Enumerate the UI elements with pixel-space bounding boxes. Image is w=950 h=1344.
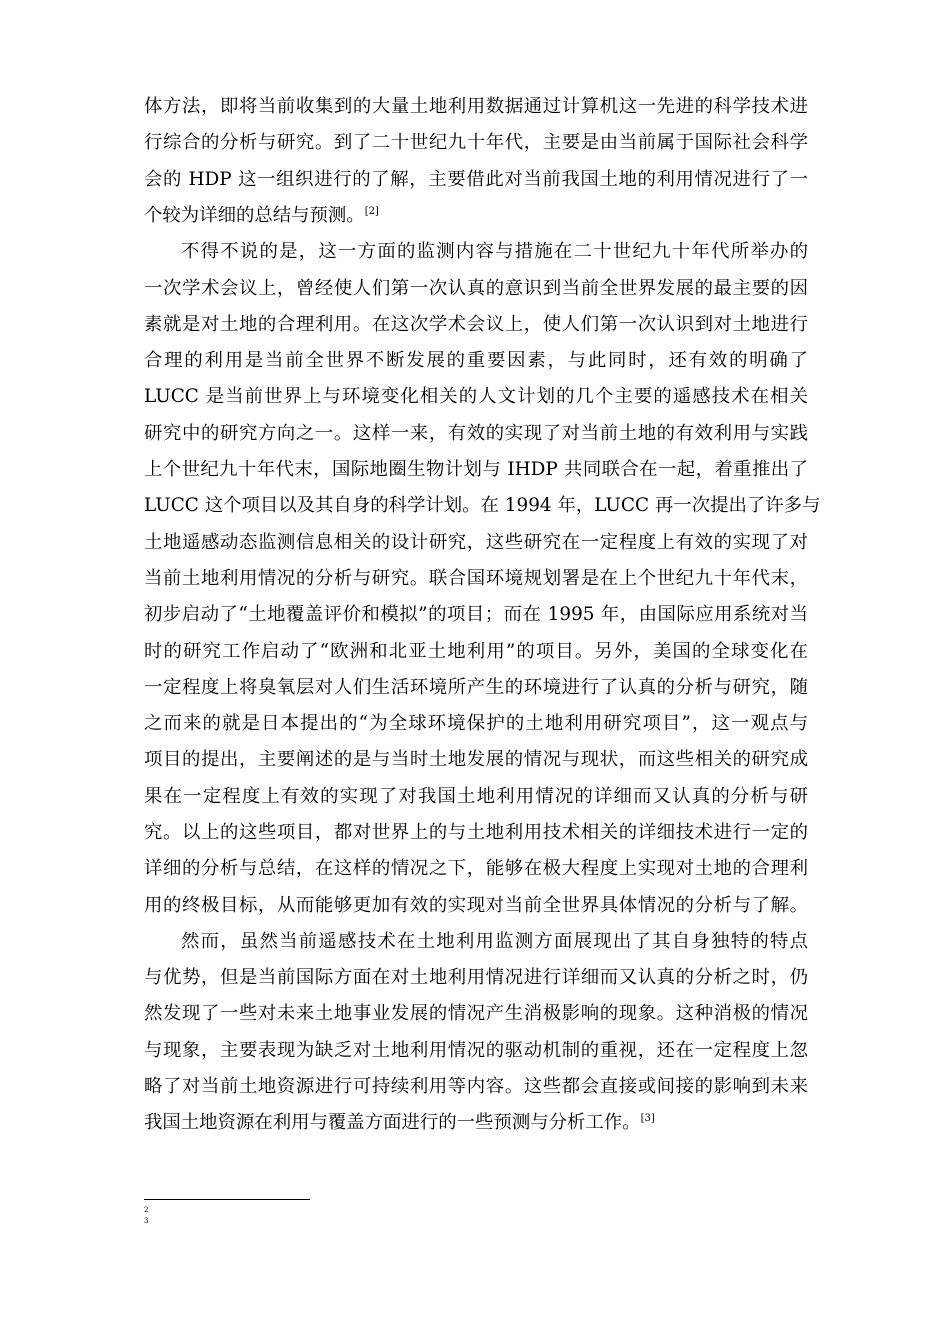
paragraph-3-line-6-text: 我国土地资源在利用与覆盖方面进行的一些预测与分析工作。 bbox=[144, 1112, 641, 1133]
paragraph-2-line-8: LUCC 这个项目以及其自身的科学计划。在 1994 年，LUCC 再一次提出了许多与 bbox=[144, 495, 821, 516]
paragraph-2-line-12: 时的研究工作启动了“欧洲和北亚土地利用”的项目。另外，美国的全球变化在 bbox=[144, 641, 808, 662]
paragraph-2-line-7: 上个世纪九十年代末，国际地圈生物计划与 IHDP 共同联合在一起，着重推出了 bbox=[144, 459, 808, 480]
paragraph-2-line-14: 之而来的就是日本提出的“为全球环境保护的土地利用研究项目”，这一观点与 bbox=[144, 713, 808, 734]
paragraph-3-line-6 bbox=[144, 1105, 808, 1141]
paragraph-2-line-9: 土地遥感动态监测信息相关的设计研究，这些研究在一定程度上有效的实现了对 bbox=[144, 532, 808, 553]
paragraph-2-line-18: 详细的分析与总结，在这样的情况之下，能够在极大程度上实现对土地的合理利 bbox=[144, 858, 808, 879]
paragraph-2-line-4: 合理的利用是当前全世界不断发展的重要因素，与此同时，还有效的明确了 bbox=[144, 350, 808, 371]
paragraph-3-line-5: 略了对当前土地资源进行可持续利用等内容。这些都会直接或间接的影响到未来 bbox=[144, 1076, 808, 1097]
paragraph-1-line-2: 行综合的分析与研究。到了二十世纪九十年代，主要是由当前属于国际社会科学 bbox=[144, 132, 808, 153]
paragraph-1-line-4 bbox=[144, 198, 808, 234]
paragraph-2-line-19: 用的终极目标，从而能够更加有效的实现对当前全世界具体情况的分析与了解。 bbox=[144, 895, 808, 916]
paragraph-2-line-6: 研究中的研究方向之一。这样一来，有效的实现了对当前土地的有效利用与实践 bbox=[144, 423, 808, 444]
paragraph-1-line-1: 体方法，即将当前收集到的大量土地利用数据通过计算机这一先进的科学技术进 bbox=[144, 96, 808, 117]
paragraph-1-line-4-text: 个较为详细的总结与预测。 bbox=[144, 205, 365, 226]
paragraph-2-line-5: LUCC 是当前世界上与环境变化相关的人文计划的几个主要的遥感技术在相关 bbox=[144, 386, 808, 407]
paragraph-2-line-17: 究。以上的这些项目，都对世界上的与土地利用技术相关的详细技术进行一定的 bbox=[144, 822, 808, 843]
paragraph-2-line-15: 项目的提出，主要阐述的是与当时土地发展的情况与现状，而这些相关的研究成 bbox=[144, 749, 808, 770]
paragraph-2-line-2: 一次学术会议上，曾经使人们第一次认真的意识到当前全世界发展的最主要的因 bbox=[144, 278, 808, 299]
paragraph-3-line-4: 与现象，主要表现为缺乏对土地利用情况的驱动机制的重视，还在一定程度上忽 bbox=[144, 1040, 808, 1061]
footnote-2: 2 bbox=[144, 1206, 149, 1214]
citation-3: [3] bbox=[640, 1112, 655, 1124]
paragraph-1-line-3: 会的 HDP 这一组织进行的了解，主要借此对当前我国土地的利用情况进行了一 bbox=[144, 169, 808, 190]
paragraph-2-line-13: 一定程度上将臭氧层对人们生活环境所产生的环境进行了认真的分析与研究，随 bbox=[144, 677, 808, 698]
paragraph-2-line-3: 素就是对土地的合理利用。在这次学术会议上，使人们第一次认识到对土地进行 bbox=[144, 314, 808, 335]
citation-2: [2] bbox=[364, 205, 379, 217]
paragraph-2-line-11: 初步启动了“土地覆盖评价和模拟”的项目；而在 1995 年，由国际应用系统对当 bbox=[144, 604, 808, 625]
footnote-separator bbox=[144, 1199, 310, 1200]
paragraph-3-line-1: 然而，虽然当前遥感技术在土地利用监测方面展现出了其自身独特的特点 bbox=[181, 931, 808, 952]
paragraph-2-line-1: 不得不说的是，这一方面的监测内容与措施在二十世纪九十年代所举办的 bbox=[181, 241, 808, 262]
paragraph-2-line-16: 果在一定程度上有效的实现了对我国土地利用情况的详细而又认真的分析与研 bbox=[144, 786, 808, 807]
paragraph-2-line-10: 当前土地利用情况的分析与研究。联合国环境规划署是在上个世纪九十年代末， bbox=[144, 568, 808, 589]
paragraph-3-line-2: 与优势，但是当前国际方面在对土地利用情况进行详细而又认真的分析之时，仍 bbox=[144, 967, 808, 988]
footnote-3: 3 bbox=[144, 1217, 149, 1225]
paragraph-3-line-3: 然发现了一些对未来土地事业发展的情况产生消极影响的现象。这种消极的情况 bbox=[144, 1003, 808, 1024]
